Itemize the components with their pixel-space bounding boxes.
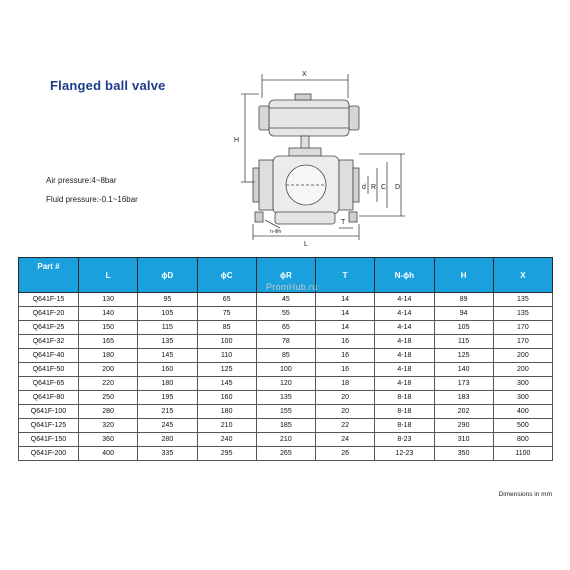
table-cell: 8-18 [375, 391, 434, 405]
fluid-pressure-spec: Fluid pressure:-0.1~16bar [46, 195, 138, 204]
header-x: X [493, 258, 552, 293]
table-cell: 200 [493, 349, 552, 363]
table-cell: 290 [434, 419, 493, 433]
table-row [19, 447, 553, 461]
table-cell: 295 [197, 447, 256, 461]
table-cell: 16 [316, 335, 375, 349]
page-title: Flanged ball valve [50, 78, 166, 93]
table-cell: 8-18 [375, 419, 434, 433]
header-t: T [316, 258, 375, 293]
table-cell: 94 [434, 307, 493, 321]
table-cell: 300 [493, 377, 552, 391]
table-cell: 145 [138, 349, 197, 363]
table-cell: Q641F-15 [19, 293, 79, 307]
table-cell: 20 [316, 391, 375, 405]
table-body [19, 293, 553, 461]
table-cell: 14 [316, 307, 375, 321]
table-cell: 20 [316, 405, 375, 419]
table-cell: 4-18 [375, 335, 434, 349]
header-r: ϕR [256, 258, 315, 293]
table-cell: 12-23 [375, 447, 434, 461]
table-cell: 180 [138, 377, 197, 391]
dim-d-small-label: d [362, 184, 366, 191]
dim-r-label: R [371, 184, 377, 191]
table-cell: 75 [197, 307, 256, 321]
table-cell: Q641F-25 [19, 321, 79, 335]
table-cell: 140 [79, 307, 138, 321]
table-cell: 320 [79, 419, 138, 433]
table-cell: 280 [79, 405, 138, 419]
table-cell: 100 [256, 363, 315, 377]
table-cell: 185 [256, 419, 315, 433]
table-row [19, 321, 553, 335]
table-row [19, 335, 553, 349]
table-cell: 215 [138, 405, 197, 419]
table-cell: 1100 [493, 447, 552, 461]
table-cell: 115 [434, 335, 493, 349]
table-cell: 220 [79, 377, 138, 391]
table-row [19, 363, 553, 377]
table-cell: 4-14 [375, 321, 434, 335]
table-row [19, 377, 553, 391]
header-c: ϕC [197, 258, 256, 293]
table-cell: 135 [256, 391, 315, 405]
table-cell: 400 [493, 405, 552, 419]
table-cell: 155 [256, 405, 315, 419]
table-cell: 14 [316, 321, 375, 335]
table-cell: 300 [493, 391, 552, 405]
table-cell: 130 [79, 293, 138, 307]
table-row [19, 349, 553, 363]
table-cell: 180 [197, 405, 256, 419]
table-cell: Q641F-80 [19, 391, 79, 405]
table-cell: 145 [197, 377, 256, 391]
table-cell: 135 [493, 293, 552, 307]
table-cell: 26 [316, 447, 375, 461]
dim-nh-label: n-Φh [270, 229, 282, 235]
dim-h-label: H [234, 137, 240, 144]
table-cell: 105 [434, 321, 493, 335]
table-cell: 140 [434, 363, 493, 377]
table-cell: 350 [434, 447, 493, 461]
table-cell: 173 [434, 377, 493, 391]
header-nh: N-ϕh [375, 258, 434, 293]
table-cell: 78 [256, 335, 315, 349]
table-cell: 4-14 [375, 307, 434, 321]
dim-t-label: T [341, 219, 346, 226]
table-cell: 22 [316, 419, 375, 433]
table-cell: Q641F-50 [19, 363, 79, 377]
table-cell: 200 [79, 363, 138, 377]
table-cell: 95 [138, 293, 197, 307]
table-cell: 55 [256, 307, 315, 321]
header-part: Part # [19, 258, 79, 293]
table-cell: Q641F-40 [19, 349, 79, 363]
table-cell: 210 [197, 419, 256, 433]
dim-d-large-label: D [395, 184, 401, 191]
air-pressure-spec: Air pressure:4~8bar [46, 176, 117, 185]
table-cell: 210 [256, 433, 315, 447]
table-row [19, 307, 553, 321]
table-row [19, 391, 553, 405]
table-cell: 245 [138, 419, 197, 433]
table-cell: 135 [493, 307, 552, 321]
table-cell: 45 [256, 293, 315, 307]
table-cell: 89 [434, 293, 493, 307]
table-cell: 24 [316, 433, 375, 447]
table-cell: 400 [79, 447, 138, 461]
table-cell: 115 [138, 321, 197, 335]
table-cell: 170 [493, 335, 552, 349]
table-cell: 85 [256, 349, 315, 363]
table-cell: 4-18 [375, 363, 434, 377]
table-row [19, 405, 553, 419]
table-cell: 170 [493, 321, 552, 335]
table-cell: Q641F-100 [19, 405, 79, 419]
table-cell: 4-14 [375, 293, 434, 307]
dim-l-label: L [304, 241, 308, 247]
table-cell: 100 [197, 335, 256, 349]
table-cell: 180 [79, 349, 138, 363]
table-cell: 65 [197, 293, 256, 307]
table-cell: 250 [79, 391, 138, 405]
table-cell: Q641F-150 [19, 433, 79, 447]
table-cell: 335 [138, 447, 197, 461]
table-cell: 160 [138, 363, 197, 377]
table-cell: 360 [79, 433, 138, 447]
table-row [19, 419, 553, 433]
header-h: H [434, 258, 493, 293]
table-cell: 195 [138, 391, 197, 405]
table-cell: 18 [316, 377, 375, 391]
table-cell: Q641F-125 [19, 419, 79, 433]
table-cell: 125 [197, 363, 256, 377]
table-cell: 4-18 [375, 349, 434, 363]
table-cell: 8-18 [375, 405, 434, 419]
table-cell: 800 [493, 433, 552, 447]
table-row [19, 293, 553, 307]
table-cell: 125 [434, 349, 493, 363]
table-cell: 280 [138, 433, 197, 447]
table-cell: 200 [493, 363, 552, 377]
watermark: PromHub.ru [266, 282, 318, 292]
table-cell: 16 [316, 363, 375, 377]
dim-x-label: X [302, 71, 307, 78]
table-cell: Q641F-65 [19, 377, 79, 391]
table-cell: 202 [434, 405, 493, 419]
table-cell: 160 [197, 391, 256, 405]
table-cell: 4-18 [375, 377, 434, 391]
valve-technical-drawing [225, 62, 435, 247]
table-cell: 120 [256, 377, 315, 391]
table-cell: 265 [256, 447, 315, 461]
table-cell: 8-23 [375, 433, 434, 447]
header-d: ϕD [138, 258, 197, 293]
table-cell: 85 [197, 321, 256, 335]
table-cell: 183 [434, 391, 493, 405]
table-cell: 14 [316, 293, 375, 307]
table-cell: Q641F-32 [19, 335, 79, 349]
units-note: Dimensions in mm [498, 491, 552, 498]
table-cell: 105 [138, 307, 197, 321]
dim-c-label: C [381, 184, 387, 191]
table-cell: Q641F-200 [19, 447, 79, 461]
table-cell: 165 [79, 335, 138, 349]
table-cell: 240 [197, 433, 256, 447]
header-l: L [79, 258, 138, 293]
table-row [19, 433, 553, 447]
table-cell: 65 [256, 321, 315, 335]
table-cell: 110 [197, 349, 256, 363]
table-cell: 150 [79, 321, 138, 335]
table-cell: 500 [493, 419, 552, 433]
table-cell: 16 [316, 349, 375, 363]
table-cell: 310 [434, 433, 493, 447]
table-cell: Q641F-20 [19, 307, 79, 321]
table-cell: 135 [138, 335, 197, 349]
